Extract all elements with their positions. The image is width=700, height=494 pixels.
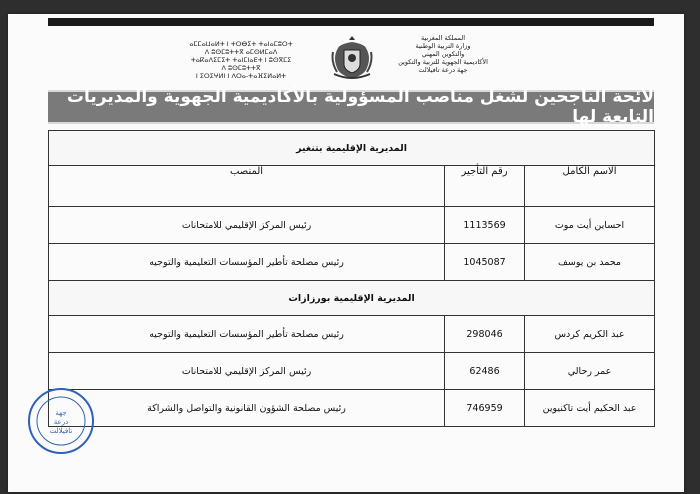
tifinagh-header (172, 40, 310, 80)
cell-registration: 746959 (445, 390, 525, 427)
directorate-row (49, 131, 655, 166)
column-header-name: الاسم الكامل (525, 166, 655, 207)
cell-position: رئيس المركز الإقليمي للامتحانات (49, 207, 445, 244)
arabic-header-line: جهة درعة تافيلالت (418, 66, 468, 74)
column-header-position: المنصب (49, 166, 445, 207)
official-stamp (26, 386, 96, 456)
cell-registration: 62486 (445, 353, 525, 390)
stamp-text: جهة (55, 409, 67, 417)
cell-name: احساين أيت موت (525, 207, 655, 244)
arabic-header-line: المملكة المغربية (420, 34, 466, 42)
table-row (49, 316, 655, 353)
tifinagh-line: ⵏ ⵉⵔⵉⵖⵍⵏ ⵏ ⴷⵔⴰ-ⵜⴰⴼⵉⵍⴰⵍⵜ (195, 72, 287, 80)
cell-name: عمر رحالي (525, 353, 655, 390)
arabic-header-line: والتكوين المهني (421, 50, 465, 58)
top-rule (48, 18, 654, 26)
cell-position: رئيس مصلحة تأطير المؤسسات التعليمية والتوجيه (49, 316, 445, 353)
directorate-title: المديرية الإقليمية بورزازات (49, 281, 655, 316)
document-title: لائحة الناجحين لشغل مناصب المسؤولية بالأكاديمية الجهوية والمديريات التابعة لها (66, 87, 654, 127)
arabic-header-line: الأكاديمية الجهوية للتربية والتكوين (398, 58, 488, 66)
tifinagh-line: ⴰⵎⵎⴰⵡⴰⵍⵜ ⵏ ⵜⵔⴱⵉⵜ ⵜⴰⵏⴰⵎⵓⵔⵜ (189, 40, 293, 48)
cell-name: محمد بن يوسف (525, 244, 655, 281)
tifinagh-line: ⴷ ⵓⵙⵎⵓⵜⵜⴳ (221, 64, 261, 72)
table-row (49, 244, 655, 281)
title-banner (48, 87, 654, 127)
cell-registration: 298046 (445, 316, 525, 353)
cell-name: عبد الكريم كردس (525, 316, 655, 353)
cell-registration: 1113569 (445, 207, 525, 244)
directorate-row (49, 281, 655, 316)
stamp-text: تافيلالت (49, 427, 73, 435)
table-row (49, 390, 655, 427)
coat-of-arms-icon (330, 34, 374, 82)
cell-name: عبد الحكيم أيت تاكنيوين (525, 390, 655, 427)
cell-position: رئيس مصلحة الشؤون القانونية والتواصل والشراكة (49, 390, 445, 427)
tifinagh-line: ⴷ ⵓⵙⵎⵓⵜⵜⴳ ⴰⵎⵙⵍⵎⴰⴷ (204, 48, 278, 56)
table-row (49, 353, 655, 390)
arabic-header (382, 34, 504, 74)
table-row (49, 207, 655, 244)
tifinagh-line: ⵜⴰⴽⴰⴷⵉⵎⵉⵜ ⵜⴰⵏⵎⵏⴰⴹⵜ ⵏ ⵓⵙⴳⵎⵉ (190, 56, 292, 64)
cell-position: رئيس مصلحة تأطير المؤسسات التعليمية والتوجيه (49, 244, 445, 281)
cell-registration: 1045087 (445, 244, 525, 281)
stamp-text: درعة (53, 418, 69, 426)
table-header-row (49, 166, 655, 207)
column-header-registration: رقم التأجير (445, 166, 525, 207)
arabic-header-line: وزارة التربية الوطنية (415, 42, 471, 50)
cell-position: رئيس المركز الإقليمي للامتحانات (49, 353, 445, 390)
directorate-title: المديرية الإقليمية بتنغير (49, 131, 655, 166)
results-table (48, 130, 655, 427)
